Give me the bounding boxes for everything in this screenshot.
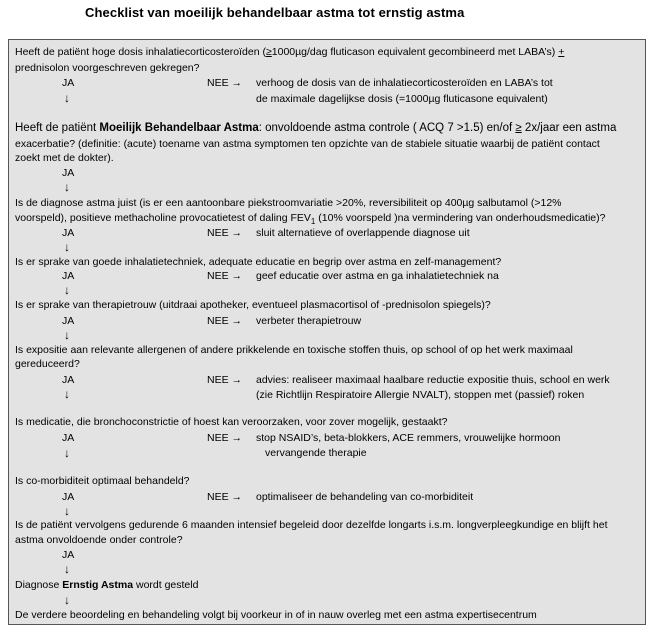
- action-8: optimaliseer de behandeling van co-morbiditeit: [256, 491, 474, 503]
- ja-label: JA: [62, 270, 75, 282]
- ja-label: JA: [62, 315, 75, 327]
- ja-label: JA: [62, 491, 75, 503]
- question-2-line-2: exacerbatie? (definitie: (acute) toename van astma symptomen ten opzichte van de stabiele situatie waarbij de patiënt contact: [15, 138, 600, 150]
- nee-label: NEE →: [207, 227, 243, 239]
- down-arrow-icon: ↓: [64, 328, 70, 342]
- down-arrow-icon: ↓: [64, 283, 70, 297]
- ja-label: JA: [62, 77, 75, 89]
- nee-label: NEE →: [207, 491, 243, 503]
- question-6-line-2: gereduceerd?: [15, 358, 80, 370]
- action-1-line-2: de maximale dagelijkse dosis (=1000µg fluticasone equivalent): [256, 93, 548, 105]
- action-3: sluit alternatieve of overlappende diagnose uit: [256, 227, 470, 239]
- question-1-line-2: prednisolon voorgeschreven gekregen?: [15, 62, 200, 74]
- question-9-line-1: Is de patiënt vervolgens gedurende 6 maanden intensief begeleid door dezelfde longarts i.s.m. longverpleegkundige en blijft het: [15, 519, 608, 531]
- action-7-line-2: vervangende therapie: [265, 447, 367, 459]
- ja-label: JA: [62, 167, 75, 179]
- down-arrow-icon: ↓: [64, 593, 70, 607]
- action-5: verbeter therapietrouw: [256, 315, 362, 327]
- question-2-line-3: zoekt met de dokter).: [15, 152, 114, 164]
- question-4: Is er sprake van goede inhalatietechniek, adequate educatie en begrip over astma en zelf-management?: [15, 256, 502, 268]
- nee-label: NEE →: [207, 432, 243, 444]
- down-arrow-icon: ↓: [64, 240, 70, 254]
- action-4: geef educatie over astma en ga inhalatietechniek na: [256, 270, 499, 282]
- down-arrow-icon: ↓: [64, 562, 70, 576]
- question-6-line-1: Is expositie aan relevante allergenen of andere prikkelende en toxische stoffen thuis, op school of op het werk maximaal: [15, 344, 573, 356]
- question-7: Is medicatie, die bronchoconstrictie of hoest kan veroorzaken, voor zover mogelijk, gestaakt?: [15, 416, 448, 428]
- action-1-line-1: verhoog de dosis van de inhalatiecorticosteroïden en LABA’s tot: [256, 77, 553, 89]
- question-8: Is co-morbiditeit optimaal behandeld?: [15, 475, 190, 487]
- final-statement: De verdere beoordeling en behandeling volgt bij voorkeur in of in nauw overleg met een astma expertisecentrum: [15, 609, 537, 621]
- ja-label: JA: [62, 549, 75, 561]
- down-arrow-icon: ↓: [64, 504, 70, 518]
- diagnosis-line: Diagnose Ernstig Astma wordt gesteld: [15, 579, 199, 591]
- action-7-line-1: stop NSAID’s, beta-blokkers, ACE remmers, vrouwelijke hormoon: [256, 432, 561, 444]
- question-3-line-1: Is de diagnose astma juist (is er een aantoonbare piekstroomvariatie >20%, reversibiliteit op 400µg salbutamol (>12%: [15, 197, 562, 209]
- action-6-line-1: advies: realiseer maximaal haalbare reductie expositie thuis, school en werk: [256, 374, 610, 386]
- question-9-line-2: astma onvoldoende onder controle?: [15, 534, 183, 546]
- down-arrow-icon: ↓: [64, 91, 70, 105]
- nee-label: NEE →: [207, 374, 243, 386]
- ja-label: JA: [62, 374, 75, 386]
- question-1-line-1: Heeft de patiënt hoge dosis inhalatiecorticosteroïden (≥1000µg/dag fluticason equivalent gecombineerd met LABA’s) +: [15, 46, 565, 58]
- question-2-line-1: Heeft de patiënt Moeilijk Behandelbaar Astma: onvoldoende astma controle ( ACQ 7 >1.5) en/of ≥ 2x/jaar een astma: [15, 122, 617, 134]
- page-title: Checklist van moeilijk behandelbaar astma tot ernstig astma: [85, 5, 465, 20]
- ja-label: JA: [62, 432, 75, 444]
- ja-label: JA: [62, 227, 75, 239]
- action-6-line-2: (zie Richtlijn Respiratoire Allergie NVALT), stoppen met (passief) roken: [256, 389, 585, 401]
- nee-label: NEE →: [207, 315, 243, 327]
- down-arrow-icon: ↓: [64, 180, 70, 194]
- nee-label: NEE →: [207, 270, 243, 282]
- down-arrow-icon: ↓: [64, 387, 70, 401]
- question-5: Is er sprake van therapietrouw (uitdraai apotheker, eventueel plasmacortisol of -prednisolon spiegels)?: [15, 299, 491, 311]
- down-arrow-icon: ↓: [64, 446, 70, 460]
- nee-label: NEE →: [207, 77, 243, 89]
- question-3-line-2: voorspeld), positieve methacholine provocatietest of daling $FEV_1$ (10% voorspeld )na vermindering van onderhoudsmedicatie)?: [15, 212, 606, 227]
